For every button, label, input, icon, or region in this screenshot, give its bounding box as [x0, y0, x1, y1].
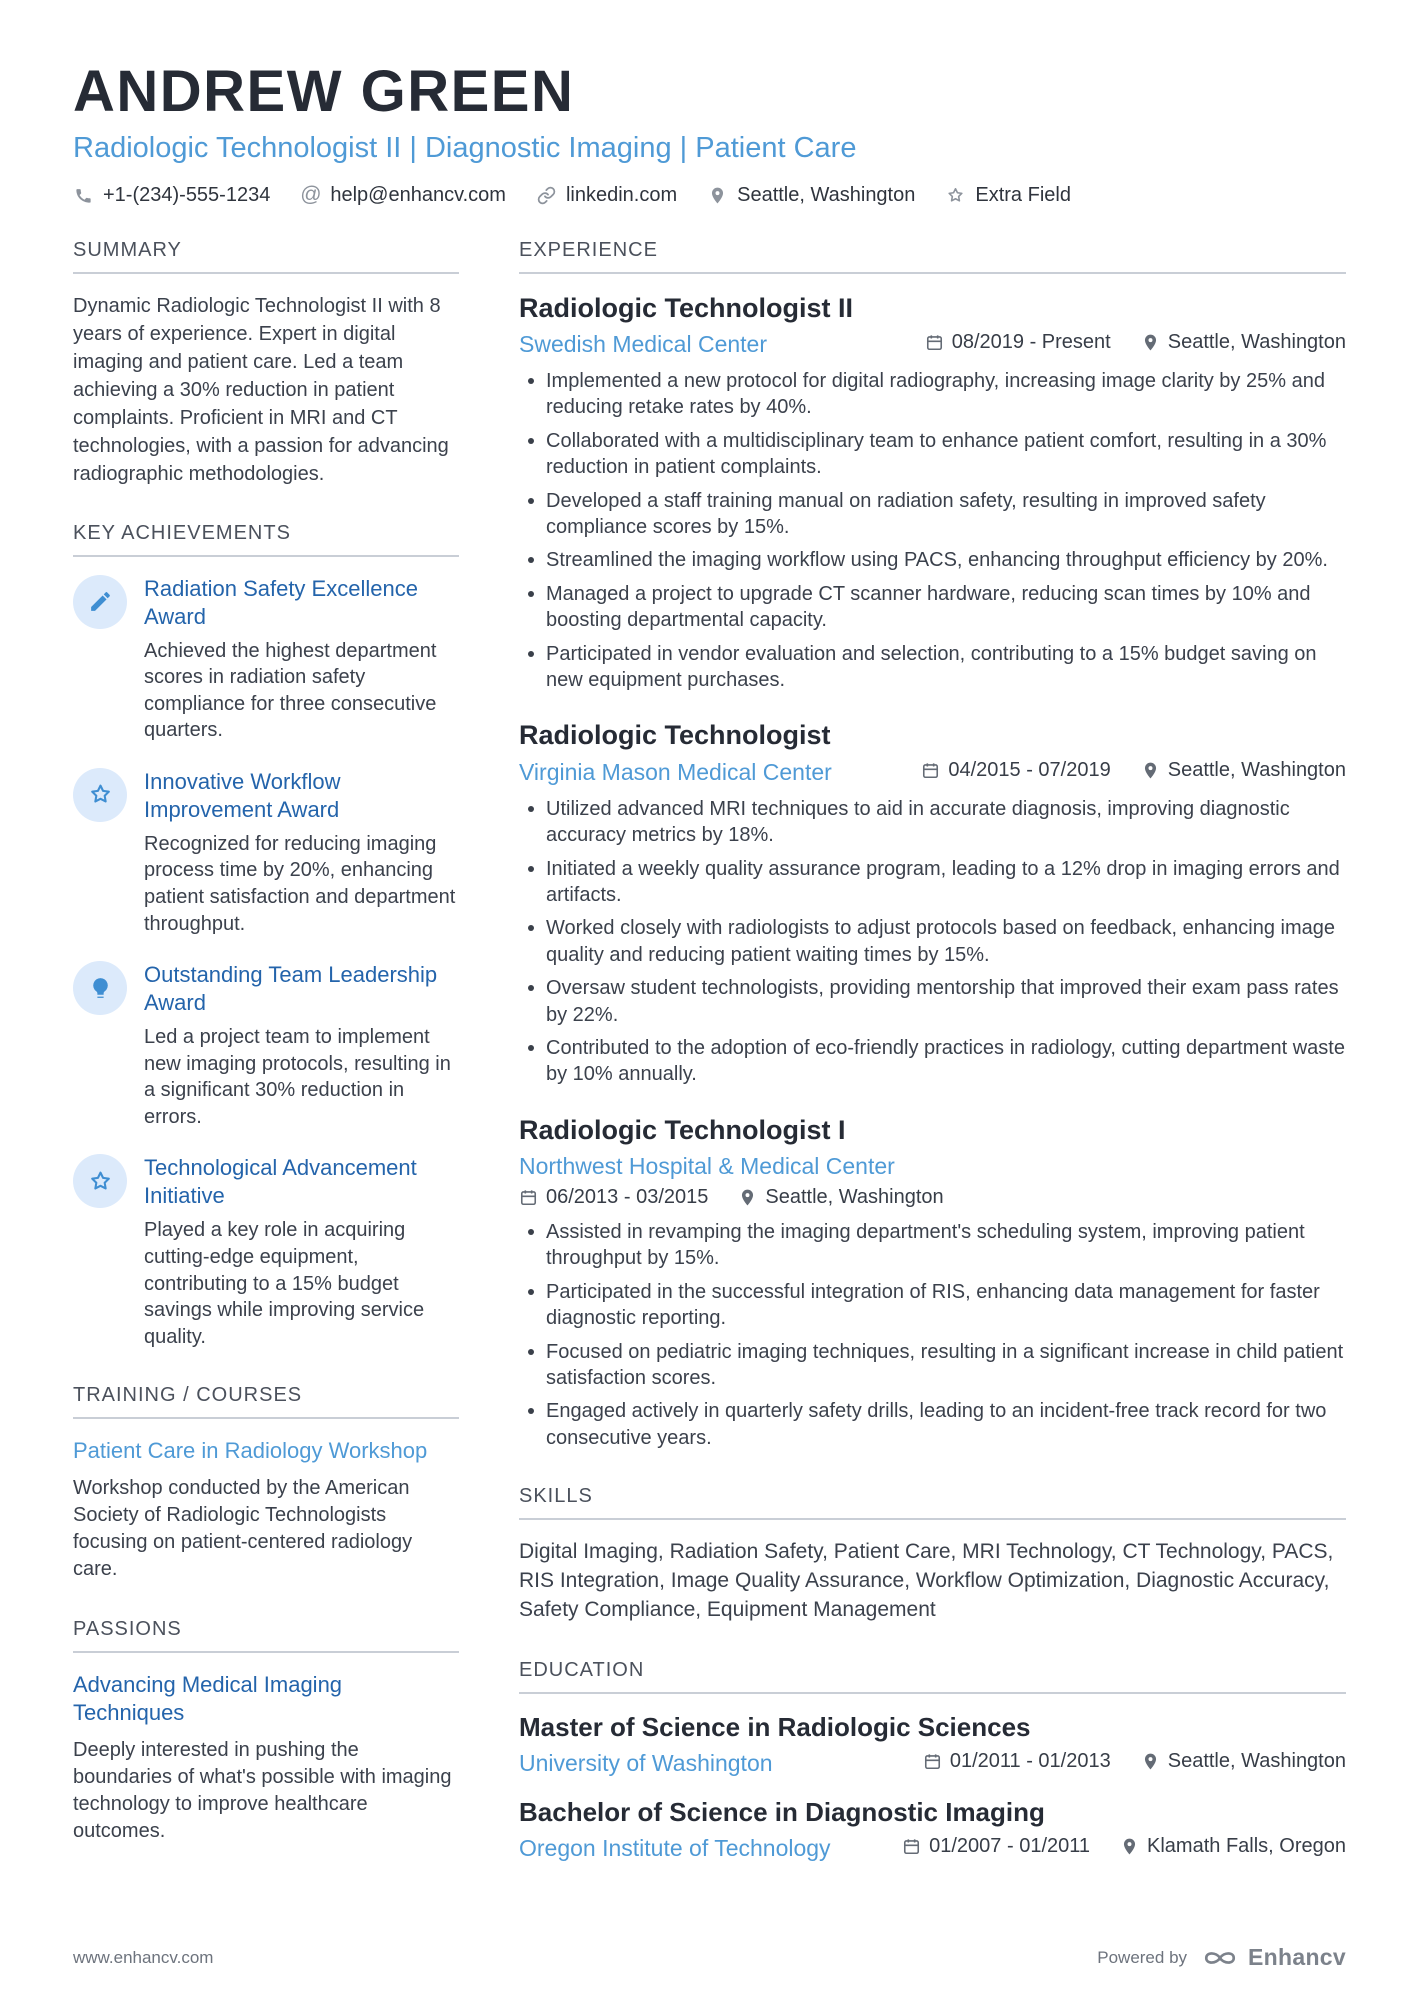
calendar-icon	[519, 1188, 538, 1207]
date-text: 06/2013 - 03/2015	[546, 1186, 709, 1209]
bullet-item: Participated in the successful integration of RIS, enhancing data management for faster diagnostic reporting.	[519, 1279, 1346, 1332]
bullet-item: Engaged actively in quarterly safety drills, leading to an incident-free track record for two consecutive years.	[519, 1398, 1346, 1451]
achievement-description: Led a project team to implement new imaging protocols, resulting in a significant 30% reduction in errors.	[144, 1026, 451, 1128]
contact-text: Extra Field	[975, 183, 1071, 206]
contact-text: +1-(234)-555-1234	[103, 183, 271, 206]
section-skills	[519, 1485, 1346, 1625]
date-range	[902, 1835, 1090, 1858]
experience-entry	[519, 292, 1346, 694]
summary-text: Dynamic Radiologic Technologist II with 8 years of experience. Expert in digital imaging and patient care. Led a team achieving a 30% reduction in patient complaints. Proficient in MRI and CT technologies, with a passion for advancing radiographic methodologies.	[73, 294, 449, 485]
achievements-heading: KEY ACHIEVEMENTS	[73, 522, 459, 557]
achievement-item	[73, 961, 459, 1130]
section-education	[519, 1659, 1346, 1862]
entry-header	[519, 331, 1346, 358]
section-summary	[73, 239, 459, 488]
company-name: Northwest Hospital & Medical Center	[519, 1153, 895, 1180]
location-text: Seattle, Washington	[1167, 758, 1346, 781]
achievement-item	[73, 575, 459, 744]
date-text: 01/2011 - 01/2013	[949, 1750, 1111, 1773]
achievement-description: Recognized for reducing imaging process time by 20%, enhancing patient satisfaction and department throughput.	[144, 832, 456, 935]
bullet-item: Utilized advanced MRI techniques to aid in accurate diagnosis, improving diagnostic accuracy metrics by 18%.	[519, 796, 1346, 849]
section-training	[73, 1384, 459, 1583]
company-name: Virginia Mason Medical Center	[519, 758, 832, 785]
bullet-item: Contributed to the adoption of eco-friendly practices in radiology, cutting department waste by 10% annually.	[519, 1035, 1346, 1088]
job-title: Radiologic Technologist I	[519, 1114, 846, 1145]
bullet-list	[519, 796, 1346, 1088]
job-title: Radiologic Technologist II	[519, 292, 854, 323]
section-key-achievements	[73, 522, 459, 1351]
entry-meta	[519, 1186, 944, 1209]
achievement-body	[144, 575, 459, 744]
section-experience	[519, 239, 1346, 1452]
footer-site-link[interactable]: www.enhancv.com	[73, 1947, 214, 1967]
date-range	[519, 1186, 708, 1209]
calendar-icon	[921, 761, 940, 780]
location-icon	[1141, 761, 1160, 780]
location-text: Seattle, Washington	[765, 1186, 944, 1209]
location-icon	[1141, 333, 1160, 352]
star-icon	[945, 185, 966, 206]
course-description: Workshop conducted by the American Society of Radiologic Technologists focusing on patient-centered radiology care.	[73, 1476, 413, 1581]
contact-item[interactable]	[73, 184, 270, 207]
achievement-body	[144, 1154, 459, 1350]
degree-title: Bachelor of Science in Diagnostic Imaging	[519, 1797, 1045, 1828]
bullet-item: Streamlined the imaging workflow using PACS, enhancing throughput efficiency by 20%.	[519, 547, 1346, 573]
entry-meta	[921, 759, 1346, 782]
education-entry	[519, 1797, 1346, 1862]
bullet-item: Worked closely with radiologists to adjust protocols based on feedback, enhancing image quality and reducing patient waiting times by 15%.	[519, 915, 1346, 968]
person-name: ANDREW GREEN	[73, 59, 575, 124]
achievement-body	[144, 961, 459, 1130]
degree-title: Master of Science in Radiologic Sciences	[519, 1712, 1031, 1743]
enhancv-logo-text: Enhancv	[1248, 1944, 1346, 1970]
date-text: 08/2019 - Present	[951, 331, 1111, 354]
achievement-title: Radiation Safety Excellence Award	[144, 575, 418, 629]
date-range	[921, 759, 1110, 782]
experience-entry	[519, 719, 1346, 1087]
location-icon	[738, 1188, 757, 1207]
date-text: 01/2007 - 01/2011	[929, 1835, 1091, 1858]
entry-meta	[923, 1750, 1346, 1773]
achievements-list	[73, 575, 459, 1351]
experience-list	[519, 292, 1346, 1452]
powered-by-label: Powered by	[1097, 1947, 1188, 1967]
achievement-body	[144, 768, 459, 937]
course-item	[73, 1437, 459, 1583]
entry-location	[1141, 759, 1346, 782]
achievement-title: Innovative Workflow Improvement Award	[144, 768, 341, 822]
achievement-description: Played a key role in acquiring cutting-edge equipment, contributing to a 15% budget savings while improving service quality.	[144, 1219, 425, 1348]
bullet-list	[519, 1219, 1346, 1451]
company-name: Swedish Medical Center	[519, 331, 768, 358]
calendar-icon	[902, 1837, 921, 1856]
date-range	[925, 331, 1111, 354]
entry-header	[519, 1835, 1346, 1862]
bullet-item: Managed a project to upgrade CT scanner hardware, reducing scan times by 10% and boosting departmental capacity.	[519, 581, 1346, 634]
bullet-item: Collaborated with a multidisciplinary team to enhance patient comfort, resulting in a 30% reduction in patient complaints.	[519, 428, 1346, 481]
achievement-title: Outstanding Team Leadership Award	[144, 962, 438, 1016]
education-list	[519, 1712, 1346, 1862]
location-icon	[1120, 1837, 1139, 1856]
bullet-item: Implemented a new protocol for digital radiography, increasing image clarity by 25% and reducing retake rates by 40%.	[519, 368, 1346, 421]
section-passions	[73, 1618, 459, 1846]
date-range	[923, 1750, 1111, 1773]
contact-item[interactable]	[945, 184, 1071, 207]
achievement-item	[73, 1154, 459, 1350]
location-icon	[1141, 1752, 1160, 1771]
school-name: University of Washington	[519, 1750, 773, 1777]
entry-header	[519, 759, 1346, 786]
left-column	[73, 239, 459, 1883]
entry-location	[738, 1186, 943, 1209]
skills-text: Digital Imaging, Radiation Safety, Patient Care, MRI Technology, CT Technology, PACS, RIS Integration, Image Quality Assurance, Workflow Optimization, Diagnostic Accuracy, Safety Compliance, Equipment Management	[519, 1540, 1334, 1622]
bullet-item: Initiated a weekly quality assurance program, leading to a 12% drop in imaging errors and artifacts.	[519, 856, 1346, 909]
star-icon	[73, 768, 127, 822]
job-title: Radiologic Technologist	[519, 720, 831, 751]
contact-text: linkedin.com	[565, 183, 678, 206]
location-text: Klamath Falls, Oregon	[1147, 1835, 1346, 1858]
training-heading: TRAINING / COURSES	[73, 1384, 459, 1419]
bullet-item: Focused on pediatric imaging techniques, resulting in a significant increase in child patient satisfaction scores.	[519, 1339, 1346, 1392]
entry-header	[519, 1750, 1346, 1777]
passion-description: Deeply interested in pushing the boundaries of what's possible with imaging technology to improve healthcare outcomes.	[73, 1738, 452, 1843]
contact-row	[73, 184, 1346, 207]
achievement-description: Achieved the highest department scores in radiation safety compliance for three consecutive quarters.	[144, 639, 437, 742]
headline: Radiologic Technologist II | Diagnostic Imaging | Patient Care	[73, 131, 857, 164]
entry-header	[519, 1153, 1346, 1209]
contact-text: Seattle, Washington	[737, 183, 916, 206]
bullet-item: Oversaw student technologists, providing mentorship that improved their exam pass rates by 22%.	[519, 975, 1346, 1028]
enhancv-logo-icon	[1201, 1947, 1239, 1969]
contact-text: help@enhancv.com	[330, 183, 506, 206]
enhancv-logo[interactable]	[1201, 1944, 1346, 1971]
entry-location	[1141, 331, 1346, 354]
calendar-icon	[923, 1752, 942, 1771]
date-text: 04/2015 - 07/2019	[948, 758, 1111, 781]
passions-heading: PASSIONS	[73, 1618, 459, 1653]
contact-item[interactable]	[707, 184, 915, 207]
entry-location	[1120, 1835, 1346, 1858]
location-text: Seattle, Washington	[1167, 1750, 1346, 1773]
school-name: Oregon Institute of Technology	[519, 1835, 831, 1862]
location-icon	[707, 185, 728, 206]
header	[73, 59, 1346, 207]
passion-item	[73, 1671, 459, 1846]
entry-meta	[902, 1835, 1346, 1858]
pen-icon	[73, 575, 127, 629]
footer	[73, 1944, 1346, 1971]
passion-title: Advancing Medical Imaging Techniques	[73, 1671, 343, 1726]
education-entry	[519, 1712, 1346, 1777]
training-list	[73, 1437, 459, 1583]
achievement-item	[73, 768, 459, 937]
passions-list	[73, 1671, 459, 1846]
star-icon	[73, 1154, 127, 1208]
course-title: Patient Care in Radiology Workshop	[73, 1438, 428, 1464]
bullet-list	[519, 368, 1346, 693]
bullet-item: Assisted in revamping the imaging department's scheduling system, improving patient throughput by 15%.	[519, 1219, 1346, 1272]
lightbulb-icon	[73, 961, 127, 1015]
achievement-title: Technological Advancement Initiative	[144, 1155, 417, 1209]
calendar-icon	[925, 333, 944, 352]
experience-entry	[519, 1114, 1346, 1452]
content-columns	[73, 239, 1346, 1883]
education-heading: EDUCATION	[519, 1659, 1346, 1694]
right-column	[519, 239, 1346, 1883]
summary-heading: SUMMARY	[73, 239, 459, 274]
contact-item[interactable]	[536, 184, 677, 207]
link-icon	[536, 185, 557, 206]
powered-by	[1097, 1944, 1346, 1971]
entry-location	[1141, 1750, 1346, 1773]
skills-heading: SKILLS	[519, 1485, 1346, 1520]
contact-item[interactable]	[300, 184, 506, 207]
email-icon: @	[300, 183, 322, 207]
bullet-item: Participated in vendor evaluation and selection, contributing to a 15% budget saving on new equipment purchases.	[519, 641, 1346, 694]
phone-icon	[73, 185, 94, 206]
bullet-item: Developed a staff training manual on radiation safety, resulting in improved safety compliance scores by 15%.	[519, 488, 1346, 541]
experience-heading: EXPERIENCE	[519, 239, 1346, 274]
location-text: Seattle, Washington	[1167, 331, 1346, 354]
entry-meta	[925, 331, 1346, 354]
